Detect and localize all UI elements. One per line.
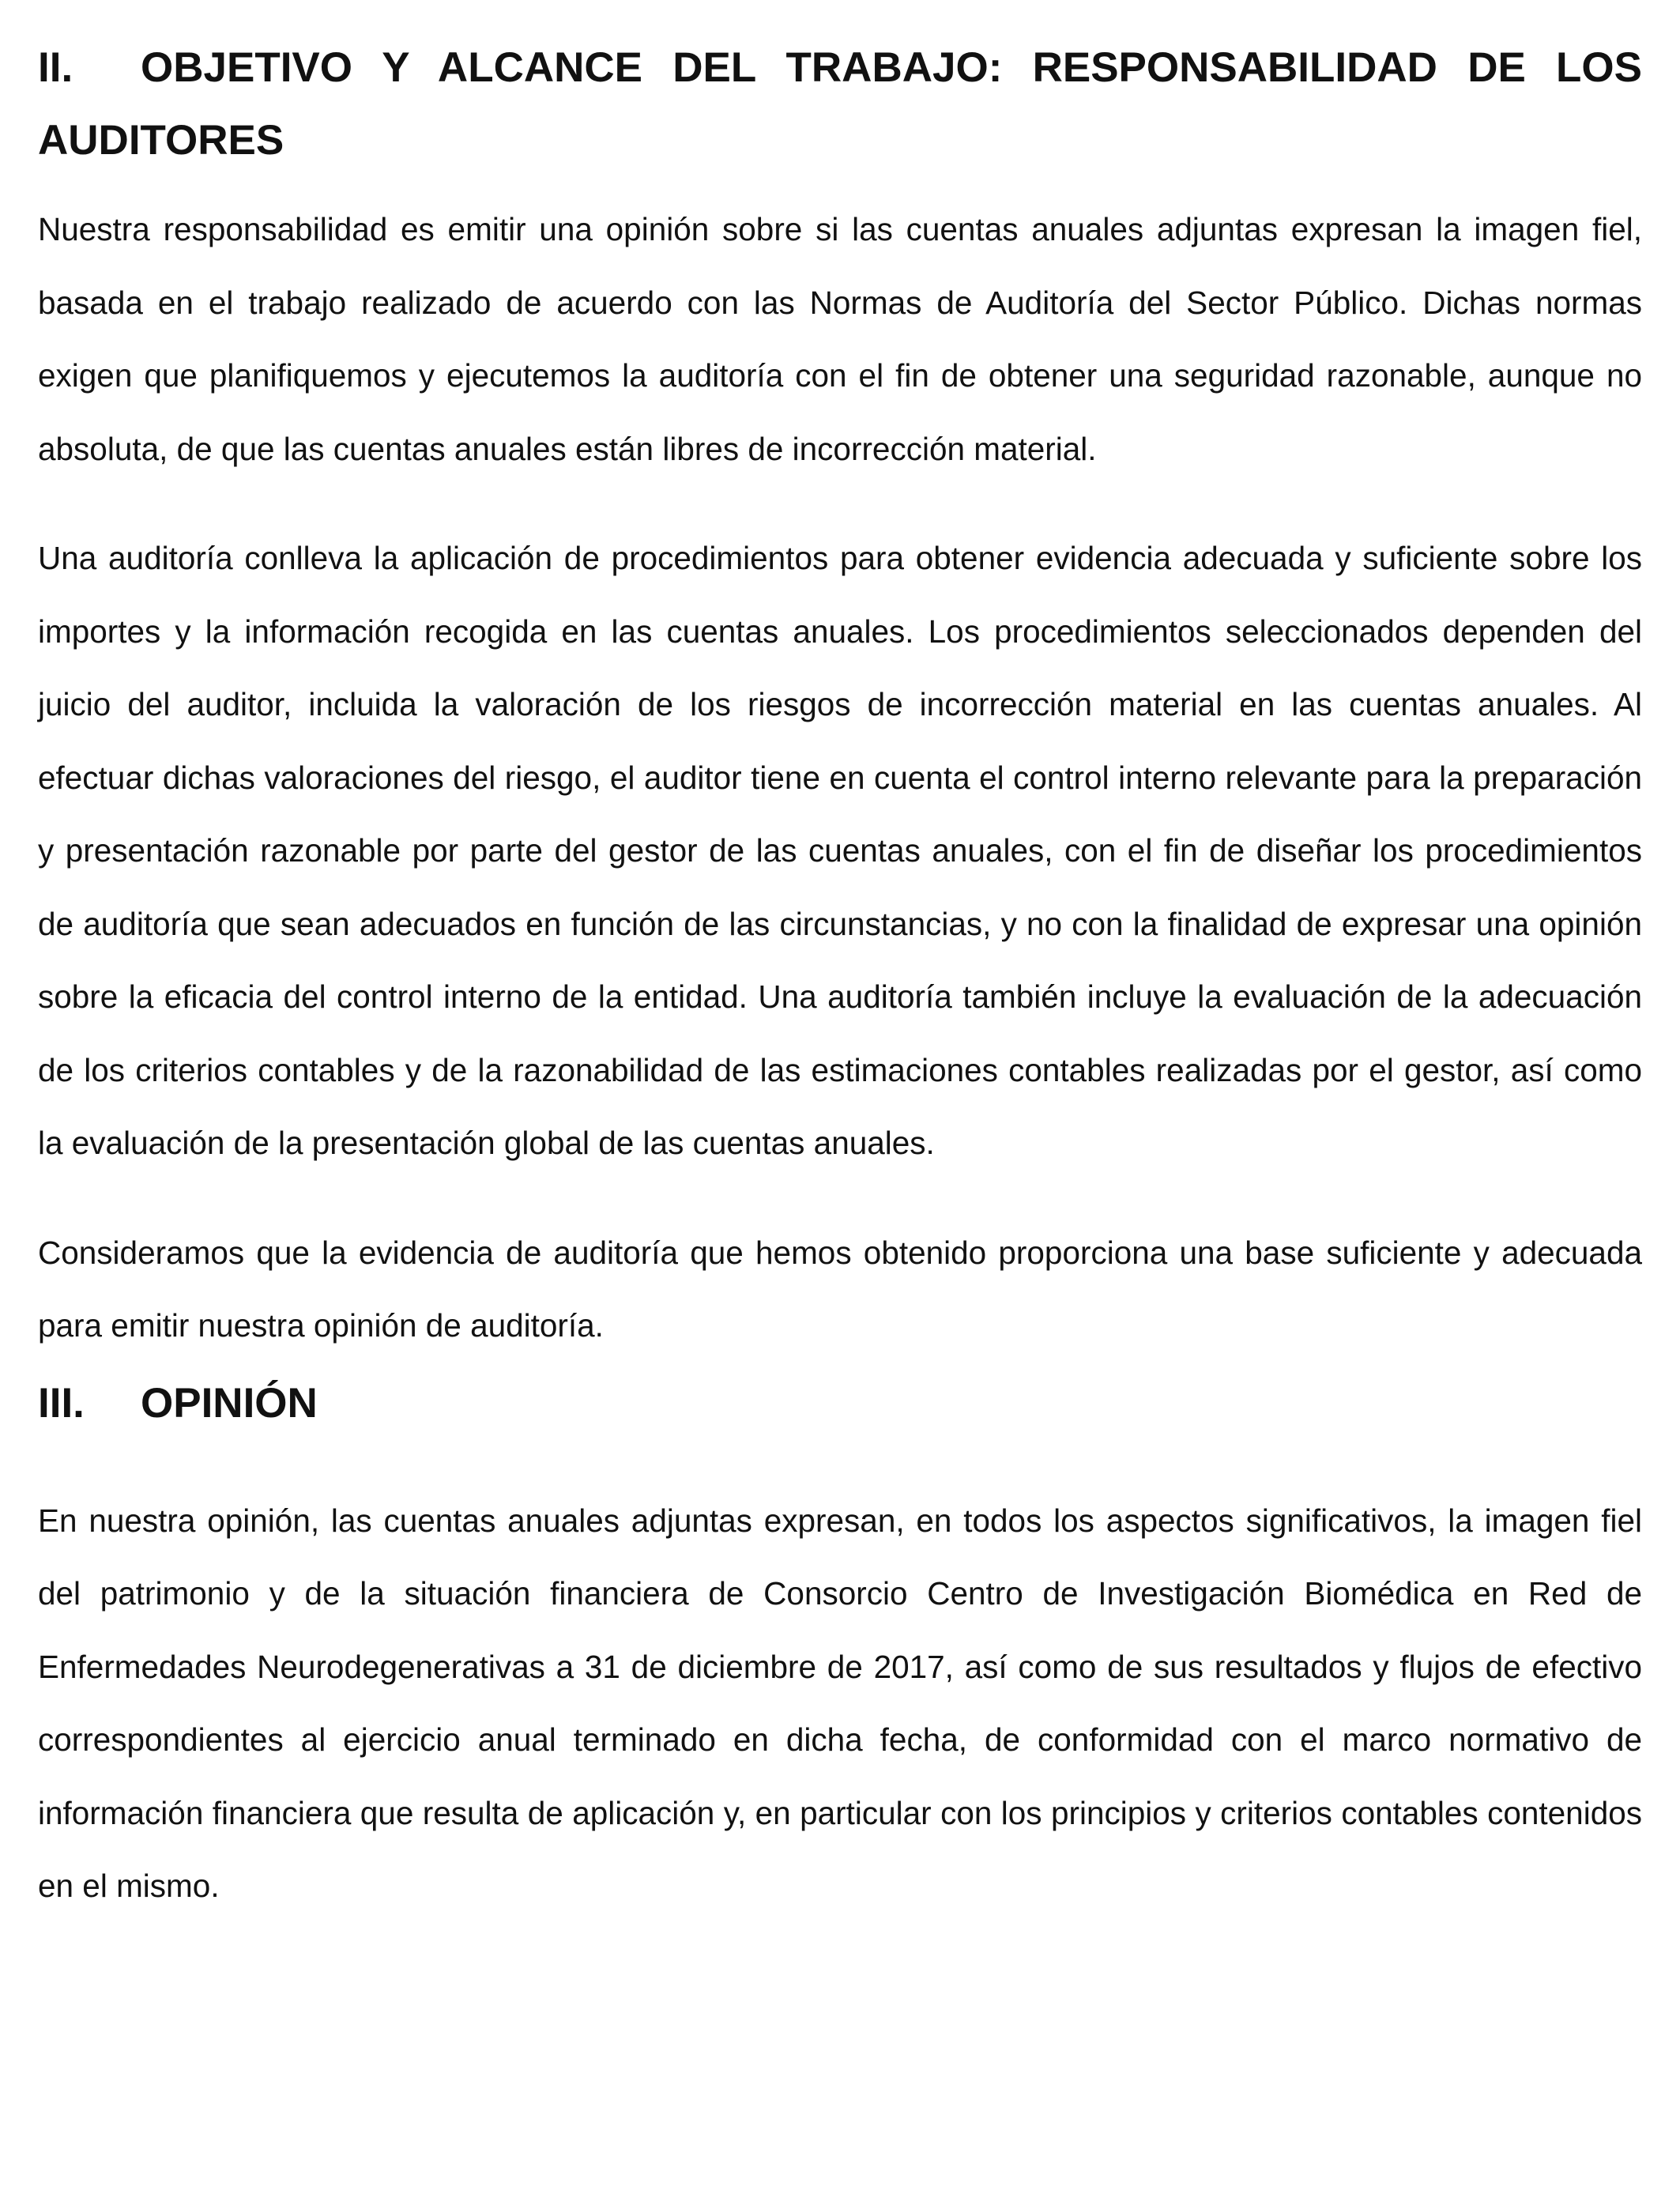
section-ii-paragraph-2: Una auditoría conlleva la aplicación de procedimientos para obtener evidencia adecuada y suficiente sobre los importes y la información recogida en las cuentas anuales. Los procedimientos seleccionados dependen del juicio del auditor, incluida la valoración de los riesgos de incorrección material en las cuentas anuales. Al efectuar dichas valoraciones del riesgo, el auditor tiene en cuenta el control interno relevante para la preparación y presentación razonable por parte del gestor de las cuentas anuales, con el fin de diseñar los procedimientos de auditoría que sean adecuados en función de las circunstancias, y no con la finalidad de expresar una opinión sobre la eficacia del control interno de la entidad. Una auditoría también incluye la evaluación de la adecuación de los criterios contables y de la razonabilidad de las estimaciones contables realizadas por el gestor, así como la evaluación de la presentación global de las cuentas anuales.: [38, 540, 1642, 1161]
section-iii-title: OPINIÓN: [141, 1379, 318, 1427]
section-ii-paragraph-3: Consideramos que la evidencia de auditoría que hemos obtenido proporciona una base suficiente y adecuada para emitir nuestra opinión de auditoría.: [38, 1234, 1642, 1344]
section-ii-number: II.: [38, 44, 73, 91]
section-ii-heading: [38, 32, 1642, 177]
section-ii-paragraph-1: Nuestra responsabilidad es emitir una opinión sobre si las cuentas anuales adjuntas expresan la imagen fiel, basada en el trabajo realizado de acuerdo con las Normas de Auditoría del Sector Público. Dichas normas exigen que planifiquemos y ejecutemos la auditoría con el fin de obtener una seguridad razonable, aunque no absoluta, de que las cuentas anuales están libres de incorrección material.: [38, 211, 1642, 467]
section-iii-paragraph-1: En nuestra opinión, las cuentas anuales adjuntas expresan, en todos los aspectos significativos, la imagen fiel del patrimonio y de la situación financiera de Consorcio Centro de Investigación Biomédica en Red de Enfermedades Neurodegenerativas a 31 de diciembre de 2017, así como de sus resultados y flujos de efectivo correspondientes al ejercicio anual terminado en dicha fecha, de conformidad con el marco normativo de información financiera que resulta de aplicación y, en particular con los principios y criterios contables contenidos en el mismo.: [38, 1502, 1642, 1904]
document-page: [38, 32, 1642, 1923]
section-iii-heading: [38, 1367, 1642, 1440]
section-ii-title: OBJETIVO Y ALCANCE DEL TRABAJO: RESPONSABILIDAD DE LOS AUDITORES: [38, 44, 1642, 164]
section-iii-number: III.: [38, 1379, 85, 1427]
